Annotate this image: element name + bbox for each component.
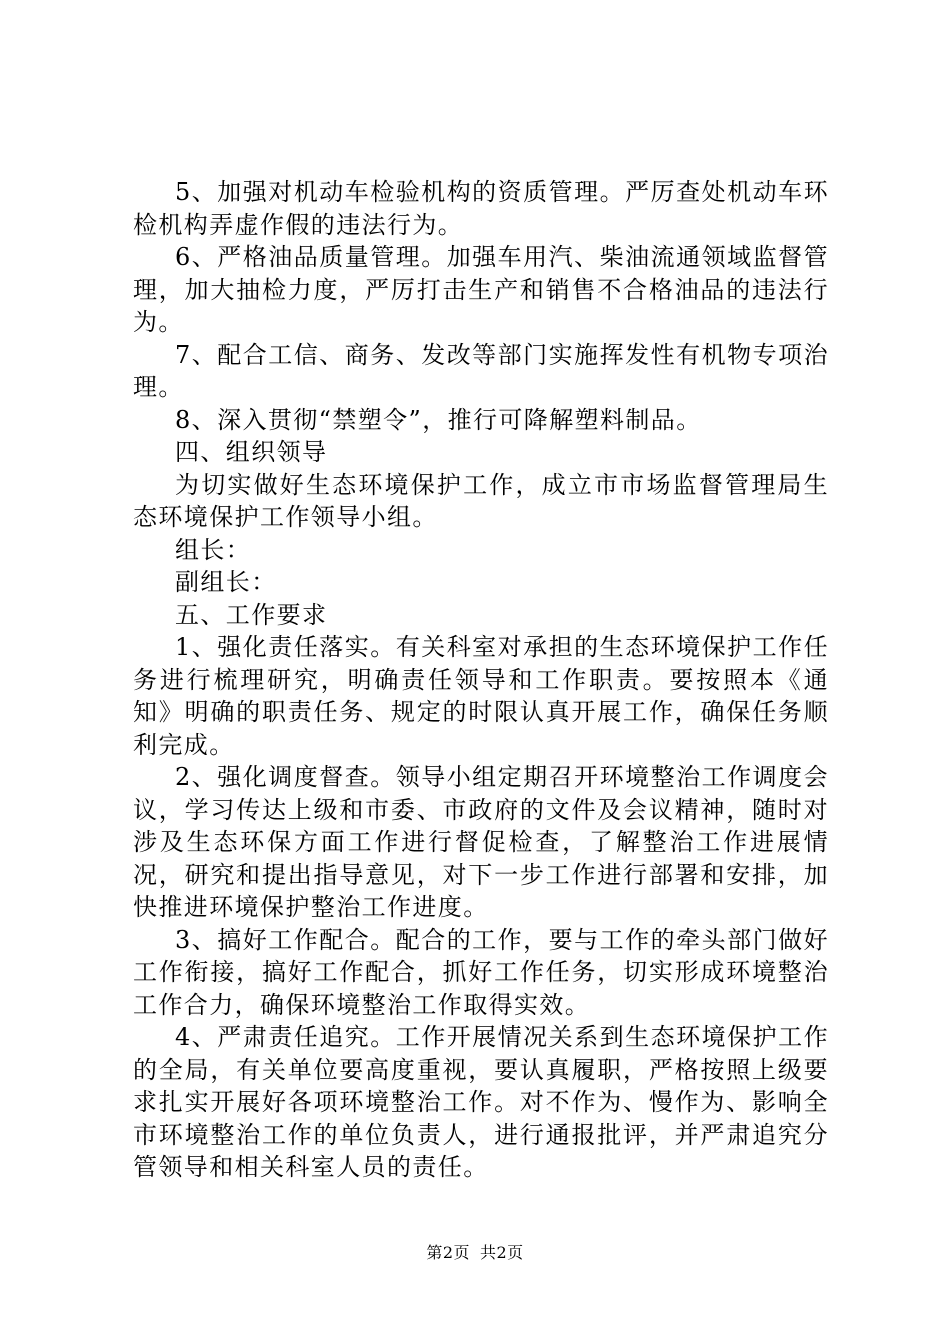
requirement-item-1: 1、强化责任落实。有关科室对承担的生态环境保护工作任务进行梳理研究，明确责任领导和工作职责。要按照本《通知》明确的职责任务、规定的时限认真开展工作，确保任务顺利完成。 xyxy=(133,633,829,759)
deputy-leader-label: 副组长： xyxy=(175,568,277,596)
requirement-item-4: 4、严肃责任追究。工作开展情况关系到生态环境保护工作的全局，有关单位要高度重视，要认真履职，严格按照上级要求扎实开展好各项环境整治工作。对不作为、慢作为、影响全市环境整治工作的单位负责人，进行通报批评，并严肃追究分管领导和相关科室人员的责任。 xyxy=(133,1023,829,1181)
page-footer xyxy=(0,1243,950,1263)
paragraph-item-5: 5、加强对机动车检验机构的资质管理。严厉查处机动车环检机构弄虚作假的违法行为。 xyxy=(133,178,829,239)
document-body xyxy=(133,176,829,1184)
paragraph-item-8: 8、深入贯彻“禁塑令”，推行可降解塑料制品。 xyxy=(175,405,702,434)
page-number: 第2页 xyxy=(426,1243,470,1262)
group-leader-label: 组长： xyxy=(175,535,252,564)
section-heading-organization: 四、组织领导 xyxy=(175,438,328,466)
page-total: 共2页 xyxy=(480,1243,524,1262)
section-heading-requirements: 五、工作要求 xyxy=(175,600,328,629)
paragraph-item-7: 7、配合工信、商务、发改等部门实施挥发性有机物专项治理。 xyxy=(133,340,829,401)
paragraph-item-6: 6、严格油品质量管理。加强车用汽、柴油流通领域监督管理，加大抽检力度，严厉打击生产和销售不合格油品的违法行为。 xyxy=(133,243,829,336)
requirement-item-2: 2、强化调度督查。领导小组定期召开环境整治工作调度会议，学习传达上级和市委、市政府的文件及会议精神，随时对涉及生态环保方面工作进行督促检查，了解整治工作进展情况，研究和提出指导意见，对下一步工作进行部署和安排，加快推进环境保护整治工作进度。 xyxy=(133,763,829,921)
requirement-item-3: 3、搞好工作配合。配合的工作，要与工作的牵头部门做好工作衔接，搞好工作配合，抓好工作任务，切实形成环境整治工作合力，确保环境整治工作取得实效。 xyxy=(133,925,829,1019)
paragraph-organization: 为切实做好生态环境保护工作，成立市市场监督管理局生态环境保护工作领导小组。 xyxy=(133,470,829,531)
